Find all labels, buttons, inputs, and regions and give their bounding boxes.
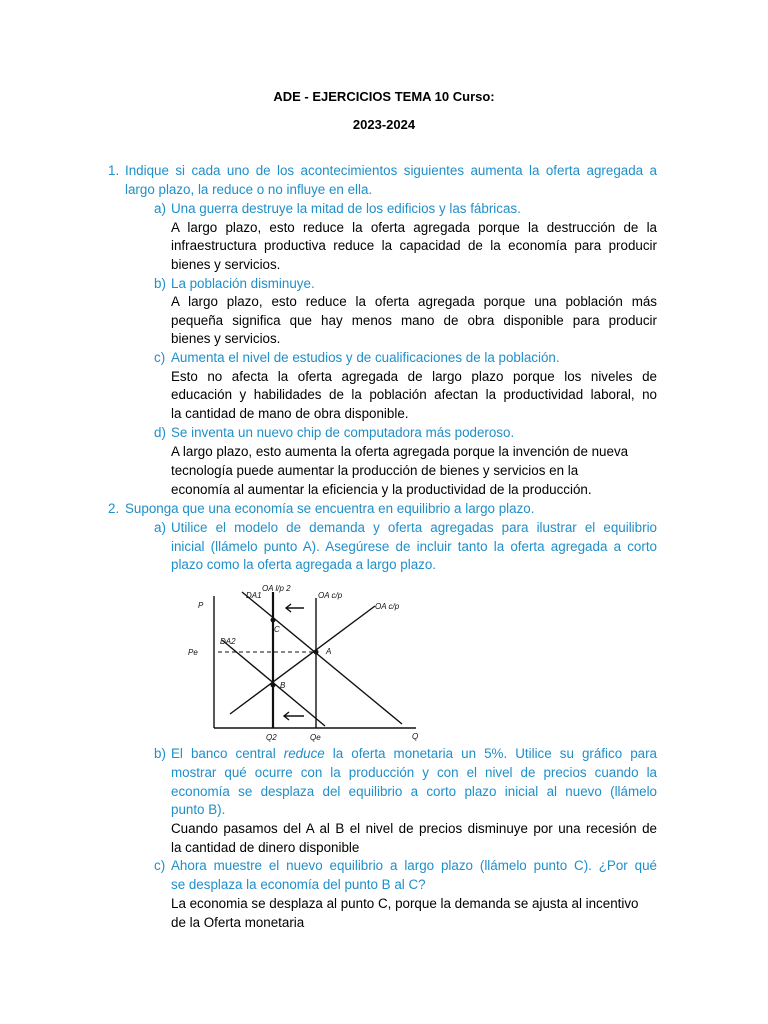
curve-label-da2: DA2 [220, 637, 236, 646]
q2a-question-line: plazo como la oferta agregada a largo plazo. [171, 557, 437, 572]
q1b-answer-line: pequeña significa que hay menos mano de obra disponible para producir [171, 313, 657, 328]
quantity-label-q2: Q2 [266, 733, 277, 742]
q2c-question-line: se desplaza la economía del punto B al C? [171, 877, 426, 892]
q1c-label: c) [154, 350, 166, 365]
curve-label-srs: OA c/p [375, 602, 400, 611]
arrow-bottom [284, 712, 304, 720]
q2c-answer-line: La economia se desplaza al punto C, porque la demanda se ajusta al incentivo [171, 896, 639, 911]
q2b-answer-line: la cantidad de dinero disponible [171, 840, 360, 855]
q1b-answer-line: bienes y servicios. [171, 331, 281, 346]
q1a-label: a) [154, 201, 166, 216]
arrow-top [286, 604, 304, 612]
q2-prompt: Suponga que una economía se encuentra en equilibrio a largo plazo. [125, 501, 535, 516]
q1c-answer-line: la cantidad de mano de obra disponible. [171, 406, 409, 421]
point-c [271, 618, 276, 623]
q1d-answer-line: economía al aumentar la eficiencia y la productividad de la producción. [171, 482, 592, 497]
demand-curve-da1 [242, 592, 402, 724]
q2c-label: c) [154, 858, 166, 873]
q1b-question: La población disminuye. [171, 276, 315, 291]
q1c-answer-line: educación y habilidades de la población afectan la productividad laboral, no [171, 387, 657, 402]
short-run-supply [230, 606, 375, 714]
q2b-answer-line: Cuando pasamos del A al B el nivel de precios disminuye por una recesión de [171, 821, 657, 836]
q2b-question-line: punto B). [171, 802, 226, 817]
curve-label-da1: DA1 [246, 591, 262, 600]
q1d-label: d) [154, 425, 166, 440]
point-a [314, 650, 319, 655]
q1a-answer-line: A largo plazo, esto reduce la oferta agregada porque la destrucción de la [171, 220, 657, 235]
q1d-answer-line: A largo plazo, esto aumenta la oferta agregada porque la invención de nueva [171, 444, 629, 459]
q2a-question-line: inicial (llámelo punto A). Asegúrese de incluir tanto la oferta agregada a corto [171, 539, 657, 554]
q2a-question-line: Utilice el modelo de demanda y oferta agregadas para ilustrar el equilibrio [171, 520, 657, 535]
point-label-b: B [280, 681, 286, 690]
q1a-question: Una guerra destruye la mitad de los edificios y las fábricas. [171, 201, 521, 216]
q1b-label: b) [154, 276, 166, 291]
q1b-answer-line: A largo plazo, esto reduce la oferta agregada porque una población más [171, 294, 657, 309]
q1a-answer-line: infraestructura productiva reduce la capacidad de la economía para producir [171, 238, 657, 253]
document-course-year: 2023-2024 [352, 117, 416, 132]
ad-as-diagram [170, 578, 432, 744]
q1-prompt-cont: largo plazo, la reduce o no influye en ella. [125, 182, 373, 197]
q1c-question: Aumenta el nivel de estudios y de cualificaciones de la población. [171, 350, 560, 365]
document-title: ADE - EJERCICIOS TEMA 10 Curso: [273, 89, 495, 104]
q2c-question-line: Ahora muestre el nuevo equilibrio a largo plazo (llámelo punto C). ¿Por qué [171, 858, 657, 873]
q2b-question-line: mostrar qué ocurre con la producción y con el nivel de precios cuando la [171, 765, 657, 780]
q1d-question: Se inventa un nuevo chip de computadora más poderoso. [171, 425, 515, 440]
q1-prompt: Indique si cada uno de los acontecimientos siguientes aumenta la oferta agregada a [125, 163, 657, 178]
quantity-label-qe: Qe [310, 733, 321, 742]
q1d-answer-line: tecnología puede aumentar la producción de bienes y servicios en la [171, 463, 579, 478]
curve-label-lrs2: OA l/p 2 [262, 584, 291, 593]
q2c-answer-line: de la Oferta monetaria [171, 915, 305, 930]
point-label-c: C [274, 625, 280, 634]
price-label: Pe [188, 648, 198, 657]
q2a-label: a) [154, 520, 166, 535]
point-label-a: A [326, 647, 332, 656]
curve-label-lrs: OA c/p [318, 591, 343, 600]
q1a-answer-line: bienes y servicios. [171, 257, 281, 272]
point-b [271, 683, 276, 688]
q2b-label: b) [154, 746, 166, 761]
y-axis-label: P [198, 601, 204, 610]
q1c-answer-line: Esto no afecta la oferta agregada de largo plazo porque los niveles de [171, 369, 657, 384]
q2b-question-line: economía se desplaza del equilibrio a corto plazo inicial al nuevo (llámelo [171, 784, 657, 799]
q1-number: 1. [108, 163, 120, 178]
q2-number: 2. [108, 501, 120, 516]
x-axis-label: Q [412, 732, 419, 741]
q2b-question-line: El banco central reduce la oferta monetaria un 5%. Utilice su gráfico para [171, 746, 657, 761]
